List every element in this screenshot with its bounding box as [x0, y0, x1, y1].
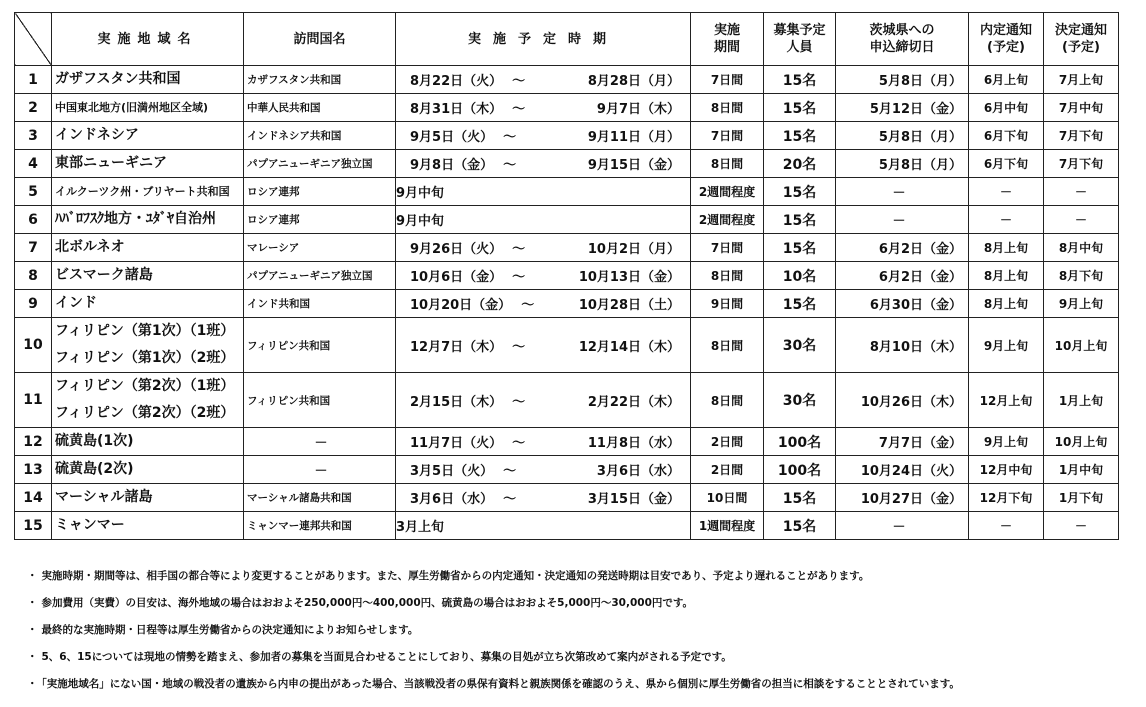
- country-name: －: [244, 456, 396, 484]
- tentative-notice: 9月上旬: [969, 428, 1044, 456]
- area-name-line: ミャンマー: [55, 517, 125, 533]
- area-name: [52, 122, 244, 150]
- table-body: [15, 66, 1119, 540]
- tentative-notice: 12月中旬: [969, 456, 1044, 484]
- recruit-count: 15名: [764, 178, 836, 206]
- tentative-notice: 8月上旬: [969, 290, 1044, 318]
- period-tilde: ～: [512, 270, 526, 285]
- final-notice: －: [1044, 206, 1119, 234]
- period-tilde: ～: [512, 74, 526, 89]
- row-number: 15: [15, 512, 52, 540]
- application-deadline: 6月30日（金）: [836, 290, 969, 318]
- table-row: [15, 318, 1119, 373]
- table-row: [15, 373, 1119, 428]
- recruit-count: 100名: [764, 428, 836, 456]
- duration: 7日間: [691, 234, 764, 262]
- table-row: [15, 428, 1119, 456]
- row-number: 7: [15, 234, 52, 262]
- area-name: [52, 178, 244, 206]
- period-end: 10月13日（金）: [578, 270, 680, 285]
- application-deadline: 6月2日（金）: [836, 262, 969, 290]
- tentative-notice: 8月上旬: [969, 234, 1044, 262]
- period-end: 9月11日（月）: [587, 130, 680, 145]
- period-start: 10月6日（金）: [410, 270, 503, 285]
- period: [396, 456, 691, 484]
- country-name: －: [244, 428, 396, 456]
- period: [396, 150, 691, 178]
- area-name-line: ビスマーク諸島: [55, 267, 153, 283]
- note-item: ・ 最終的な実施時期・日程等は厚生労働省からの決定通知によりお知らせします。: [27, 620, 1137, 647]
- period: 9月中旬: [396, 178, 691, 206]
- header-period: 実施予定時期: [396, 13, 691, 66]
- period-tilde: ～: [503, 464, 517, 479]
- area-name: [52, 428, 244, 456]
- note-item: ・ 参加費用（実費）の目安は、海外地域の場合はおおよそ250,000円～400,000円、硫黄島の場合はおおよそ5,000円～30,000円です。: [27, 593, 1137, 620]
- final-notice: 10月上旬: [1044, 318, 1119, 373]
- period: [396, 66, 691, 94]
- tentative-notice: －: [969, 178, 1044, 206]
- country-name: ミャンマー連邦共和国: [244, 512, 396, 540]
- country-name: マレーシア: [244, 234, 396, 262]
- period-end: 9月15日（金）: [587, 158, 680, 173]
- table-row: [15, 262, 1119, 290]
- duration: 7日間: [691, 122, 764, 150]
- period-tilde: ～: [512, 339, 526, 355]
- area-name-line: フィリピン（第1次）（2班）: [55, 350, 235, 366]
- table-row: [15, 66, 1119, 94]
- period-tilde: ～: [512, 102, 526, 117]
- recruit-count: 15名: [764, 206, 836, 234]
- area-name: [52, 373, 244, 428]
- recruit-count: 100名: [764, 456, 836, 484]
- period-start: 8月31日（木）: [410, 102, 503, 117]
- country-name: インド共和国: [244, 290, 396, 318]
- period-start: 8月22日（火）: [410, 74, 503, 89]
- country-name: フィリピン共和国: [244, 318, 396, 373]
- application-deadline: 6月2日（金）: [836, 234, 969, 262]
- table-row: [15, 234, 1119, 262]
- duration: 8日間: [691, 373, 764, 428]
- tentative-notice: －: [969, 206, 1044, 234]
- final-notice: －: [1044, 178, 1119, 206]
- period-tilde: ～: [503, 130, 517, 145]
- row-number: 8: [15, 262, 52, 290]
- application-deadline: 5月12日（金）: [836, 94, 969, 122]
- period-start: 2月15日（木）: [410, 394, 503, 410]
- period: [396, 484, 691, 512]
- period-end: 9月7日（木）: [596, 102, 680, 117]
- application-deadline: 7月7日（金）: [836, 428, 969, 456]
- final-notice: 7月上旬: [1044, 66, 1119, 94]
- area-name: [52, 262, 244, 290]
- recruit-count: 15名: [764, 484, 836, 512]
- application-deadline: 5月8日（月）: [836, 122, 969, 150]
- row-number: 14: [15, 484, 52, 512]
- final-notice: －: [1044, 512, 1119, 540]
- area-name: [52, 150, 244, 178]
- period-tilde: ～: [503, 158, 517, 173]
- application-deadline: 10月24日（火）: [836, 456, 969, 484]
- note-item: ・ 実施時期・期間等は、相手国の都合等により変更することがあります。また、厚生労働省からの内定通知・決定通知の発送時期は目安であり、予定より遅れることがあります。: [27, 566, 1137, 593]
- area-name-line: フィリピン（第2次）（2班）: [55, 405, 235, 421]
- final-notice: 8月中旬: [1044, 234, 1119, 262]
- duration: 1週間程度: [691, 512, 764, 540]
- row-number: 11: [15, 373, 52, 428]
- period: 9月中旬: [396, 206, 691, 234]
- tentative-notice: 6月下旬: [969, 150, 1044, 178]
- note-item: ・ 「実施地域名」にない国・地域の戦没者の遺族から内申の提出があった場合、当該戦没者の県保有資料と親族関係を確認のうえ、県から個別に厚生労働省の担当に相談をすることとされています。: [27, 674, 1137, 701]
- recruit-count: 15名: [764, 66, 836, 94]
- duration: 8日間: [691, 262, 764, 290]
- header-row: [15, 13, 1119, 66]
- period-start: 9月8日（金）: [410, 158, 494, 173]
- period: [396, 122, 691, 150]
- header-recruit: 募集予定 人員: [764, 13, 836, 66]
- period-end: 12月14日（木）: [578, 339, 680, 355]
- duration: 9日間: [691, 290, 764, 318]
- final-notice: 7月下旬: [1044, 122, 1119, 150]
- period-start: 9月5日（火）: [410, 130, 494, 145]
- country-name: ロシア連邦: [244, 178, 396, 206]
- country-name: カザフスタン共和国: [244, 66, 396, 94]
- tentative-notice: 6月下旬: [969, 122, 1044, 150]
- area-name-line: 硫黄島(1次): [55, 433, 134, 449]
- table-row: [15, 94, 1119, 122]
- period: 3月上旬: [396, 512, 691, 540]
- final-notice: 7月下旬: [1044, 150, 1119, 178]
- table-row: [15, 122, 1119, 150]
- table-row: [15, 178, 1119, 206]
- period: [396, 428, 691, 456]
- tentative-notice: 12月上旬: [969, 373, 1044, 428]
- period-tilde: ～: [512, 436, 526, 451]
- period-start: 3月5日（火）: [410, 464, 494, 479]
- period-end: 8月28日（月）: [587, 74, 680, 89]
- area-name-line: フィリピン（第2次）（1班）: [55, 378, 235, 394]
- application-deadline: 8月10日（木）: [836, 318, 969, 373]
- tentative-notice: 9月上旬: [969, 318, 1044, 373]
- period-start: 9月26日（火）: [410, 242, 503, 257]
- header-country: 訪問国名: [244, 13, 396, 66]
- final-notice: 10月上旬: [1044, 428, 1119, 456]
- area-name: [52, 484, 244, 512]
- area-name: [52, 234, 244, 262]
- notes-list: [27, 566, 1137, 701]
- table-row: [15, 512, 1119, 540]
- period-end: 3月6日（水）: [596, 464, 680, 479]
- tentative-notice: －: [969, 512, 1044, 540]
- period: [396, 234, 691, 262]
- table-row: [15, 484, 1119, 512]
- table-row: [15, 150, 1119, 178]
- application-deadline: 5月8日（月）: [836, 66, 969, 94]
- duration: 2日間: [691, 456, 764, 484]
- area-name-line: インドネシア: [55, 127, 139, 143]
- area-name: [52, 290, 244, 318]
- area-name: [52, 94, 244, 122]
- area-name-line: ガザフスタン共和国: [55, 71, 181, 87]
- header-final-notice: 決定通知 (予定): [1044, 13, 1119, 66]
- row-number: 1: [15, 66, 52, 94]
- schedule-table: [14, 12, 1119, 540]
- area-name-line: ﾊﾊﾞﾛﾌｽｸ地方・ﾕﾀﾞﾔ自治州: [55, 211, 216, 227]
- table-row: [15, 290, 1119, 318]
- header-duration: 実施 期間: [691, 13, 764, 66]
- area-name-line: 北ボルネオ: [55, 239, 125, 255]
- period-end: 11月8日（水）: [587, 436, 680, 451]
- area-name: [52, 66, 244, 94]
- recruit-count: 15名: [764, 512, 836, 540]
- header-area: 実施地域名: [52, 13, 244, 66]
- header-tentative-notice: 内定通知 (予定): [969, 13, 1044, 66]
- recruit-count: 10名: [764, 262, 836, 290]
- area-name: [52, 206, 244, 234]
- application-deadline: 10月26日（木）: [836, 373, 969, 428]
- final-notice: 1月中旬: [1044, 456, 1119, 484]
- table-row: [15, 456, 1119, 484]
- period: [396, 262, 691, 290]
- row-number: 4: [15, 150, 52, 178]
- area-name-line: 東部ニューギニア: [55, 155, 167, 171]
- period-start: 10月20日（金）: [410, 298, 512, 313]
- final-notice: 7月中旬: [1044, 94, 1119, 122]
- area-name: [52, 456, 244, 484]
- period: [396, 94, 691, 122]
- period-tilde: ～: [521, 298, 535, 313]
- final-notice: 1月下旬: [1044, 484, 1119, 512]
- duration: 8日間: [691, 318, 764, 373]
- country-name: マーシャル諸島共和国: [244, 484, 396, 512]
- area-name: [52, 512, 244, 540]
- tentative-notice: 6月中旬: [969, 94, 1044, 122]
- period-end: 10月28日（土）: [578, 298, 680, 313]
- application-deadline: －: [836, 512, 969, 540]
- period-tilde: ～: [512, 394, 526, 410]
- recruit-count: 20名: [764, 150, 836, 178]
- row-number: 10: [15, 318, 52, 373]
- duration: 8日間: [691, 94, 764, 122]
- period-start: 11月7日（火）: [410, 436, 503, 451]
- duration: 10日間: [691, 484, 764, 512]
- area-name-line: 硫黄島(2次): [55, 461, 134, 477]
- period-start: 3月6日（水）: [410, 492, 494, 507]
- row-number: 12: [15, 428, 52, 456]
- table-row: [15, 206, 1119, 234]
- corner-cell: [15, 13, 52, 66]
- note-item: ・ 5、6、15については現地の情勢を踏まえ、参加者の募集を当面見合わせることにしており、募集の目処が立ち次第改めて案内がされる予定です。: [27, 647, 1137, 674]
- period-tilde: ～: [503, 492, 517, 507]
- country-name: ロシア連邦: [244, 206, 396, 234]
- area-name-line: マーシャル諸島: [55, 489, 153, 505]
- tentative-notice: 8月上旬: [969, 262, 1044, 290]
- row-number: 13: [15, 456, 52, 484]
- period: [396, 318, 691, 373]
- area-name-line: 中国東北地方(旧満州地区全域): [55, 101, 209, 114]
- header-deadline: 茨城県への 申込締切日: [836, 13, 969, 66]
- tentative-notice: 12月下旬: [969, 484, 1044, 512]
- application-deadline: －: [836, 206, 969, 234]
- row-number: 9: [15, 290, 52, 318]
- application-deadline: 5月8日（月）: [836, 150, 969, 178]
- country-name: 中華人民共和国: [244, 94, 396, 122]
- period-end: 2月22日（木）: [587, 394, 680, 410]
- duration: 8日間: [691, 150, 764, 178]
- final-notice: 8月下旬: [1044, 262, 1119, 290]
- row-number: 2: [15, 94, 52, 122]
- area-name-line: インド: [55, 295, 97, 311]
- area-name-line: イルクーツク州・ブリヤート共和国: [55, 185, 230, 198]
- row-number: 3: [15, 122, 52, 150]
- recruit-count: 30名: [764, 373, 836, 428]
- recruit-count: 15名: [764, 122, 836, 150]
- period-start: 12月7日（木）: [410, 339, 503, 355]
- row-number: 6: [15, 206, 52, 234]
- duration: 2日間: [691, 428, 764, 456]
- duration: 7日間: [691, 66, 764, 94]
- row-number: 5: [15, 178, 52, 206]
- area-name-line: フィリピン（第1次）（1班）: [55, 323, 235, 339]
- recruit-count: 15名: [764, 290, 836, 318]
- final-notice: 9月上旬: [1044, 290, 1119, 318]
- period-tilde: ～: [512, 242, 526, 257]
- country-name: パプアニューギニア独立国: [244, 150, 396, 178]
- recruit-count: 15名: [764, 94, 836, 122]
- duration: 2週間程度: [691, 178, 764, 206]
- period: [396, 290, 691, 318]
- country-name: インドネシア共和国: [244, 122, 396, 150]
- application-deadline: 10月27日（金）: [836, 484, 969, 512]
- country-name: フィリピン共和国: [244, 373, 396, 428]
- period: [396, 373, 691, 428]
- period-end: 10月2日（月）: [587, 242, 680, 257]
- duration: 2週間程度: [691, 206, 764, 234]
- final-notice: 1月上旬: [1044, 373, 1119, 428]
- period-end: 3月15日（金）: [587, 492, 680, 507]
- application-deadline: －: [836, 178, 969, 206]
- country-name: パプアニューギニア独立国: [244, 262, 396, 290]
- area-name: [52, 318, 244, 373]
- recruit-count: 15名: [764, 234, 836, 262]
- recruit-count: 30名: [764, 318, 836, 373]
- tentative-notice: 6月上旬: [969, 66, 1044, 94]
